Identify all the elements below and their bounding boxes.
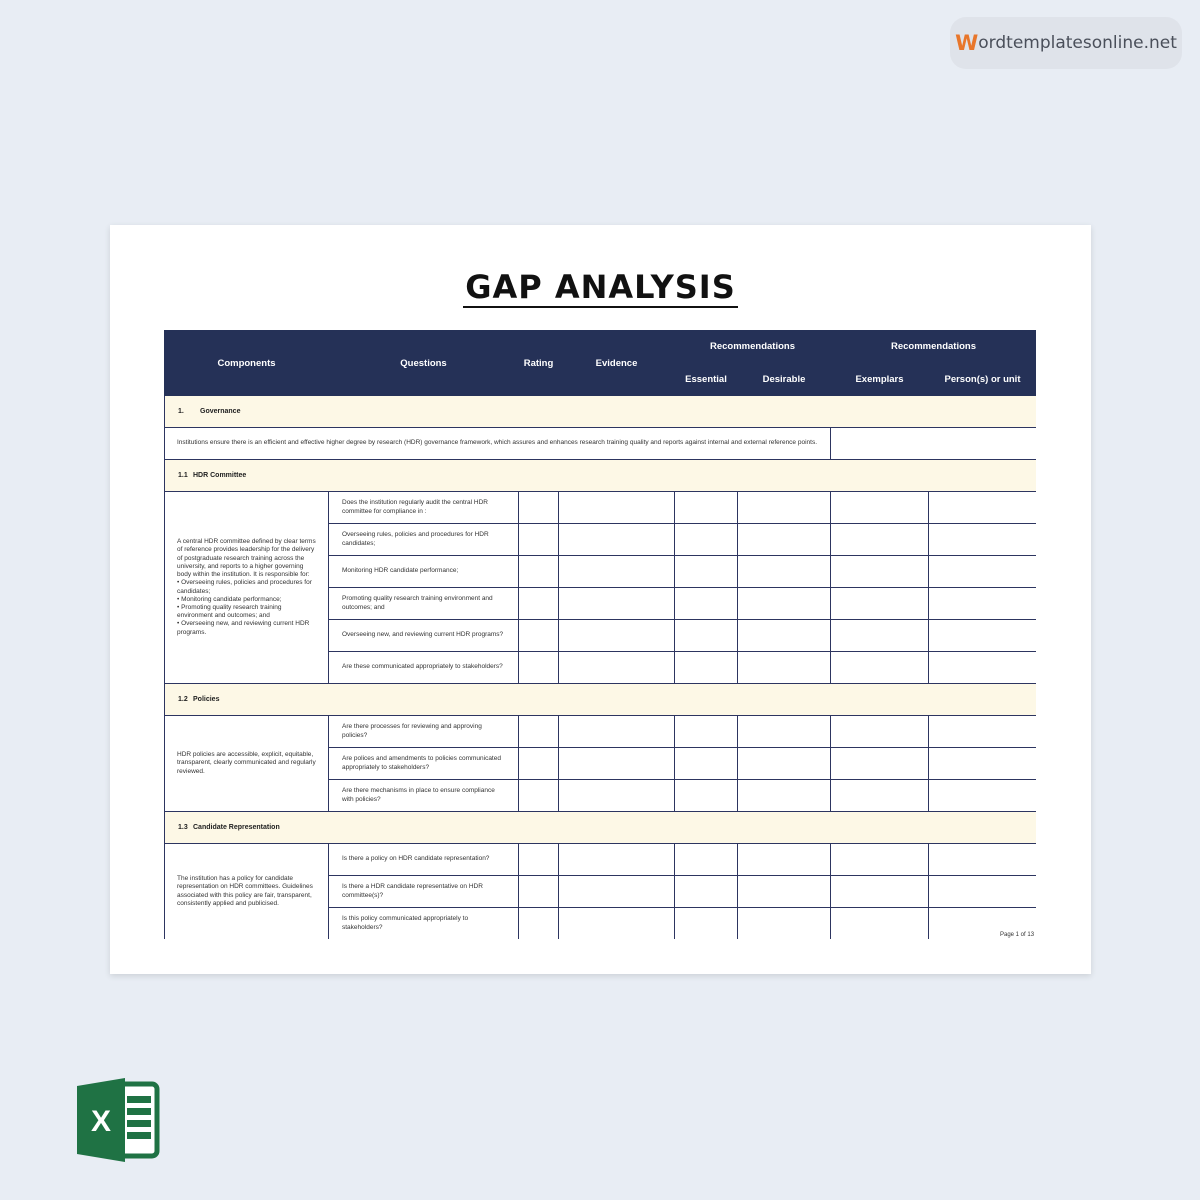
header-rating: Rating xyxy=(519,331,559,396)
governance-intro: Institutions ensure there is an efficient and effective higher degree by research (HDR) governance framework, which assures and enhances research training quality and reports against internal and external reference points. xyxy=(165,428,831,460)
section-row xyxy=(165,812,1037,844)
essential-cell[interactable] xyxy=(675,748,738,780)
rating-cell[interactable] xyxy=(519,844,559,876)
question-text: Is there a policy on HDR candidate representation? xyxy=(329,844,519,876)
persons-cell[interactable] xyxy=(929,620,1037,652)
evidence-cell[interactable] xyxy=(559,748,675,780)
desirable-cell[interactable] xyxy=(738,556,831,588)
evidence-cell[interactable] xyxy=(559,716,675,748)
rating-cell[interactable] xyxy=(519,780,559,812)
question-text: Are these communicated appropriately to stakeholders? xyxy=(329,652,519,684)
header-persons: Person(s) or unit xyxy=(929,363,1037,396)
exemplars-cell[interactable] xyxy=(831,780,929,812)
brand-logo-text: ordtemplatesonline.net xyxy=(978,33,1177,53)
exemplars-cell[interactable] xyxy=(831,556,929,588)
desirable-cell[interactable] xyxy=(738,524,831,556)
persons-cell[interactable] xyxy=(929,652,1037,684)
essential-cell[interactable] xyxy=(675,588,738,620)
section-number: 1. xyxy=(178,408,184,415)
evidence-cell[interactable] xyxy=(559,780,675,812)
header-exemplars: Exemplars xyxy=(831,363,929,396)
question-text: Are there processes for reviewing and approving policies? xyxy=(329,716,519,748)
essential-cell[interactable] xyxy=(675,876,738,908)
question-text: Promoting quality research training environment and outcomes; and xyxy=(329,588,519,620)
section-row xyxy=(165,460,1037,492)
section-row-governance xyxy=(165,396,1037,428)
rating-cell[interactable] xyxy=(519,876,559,908)
essential-cell[interactable] xyxy=(675,908,738,940)
essential-cell[interactable] xyxy=(675,844,738,876)
essential-cell[interactable] xyxy=(675,780,738,812)
section-title: HDR Committee xyxy=(193,472,247,479)
brand-logo[interactable] xyxy=(950,17,1182,69)
excel-icon xyxy=(75,1078,161,1162)
gap-analysis-sheet xyxy=(164,330,1036,939)
evidence-cell[interactable] xyxy=(559,556,675,588)
rating-cell[interactable] xyxy=(519,620,559,652)
rating-cell[interactable] xyxy=(519,716,559,748)
question-row xyxy=(165,844,1037,876)
essential-cell[interactable] xyxy=(675,524,738,556)
section-title: Policies xyxy=(193,696,220,703)
section-number: 1.2 xyxy=(178,696,188,703)
evidence-cell[interactable] xyxy=(559,908,675,940)
desirable-cell[interactable] xyxy=(738,876,831,908)
section-title: Governance xyxy=(200,408,241,415)
desirable-cell[interactable] xyxy=(738,844,831,876)
question-text: Are there mechanisms in place to ensure compliance with policies? xyxy=(329,780,519,812)
component-description: The institution has a policy for candidate representation on HDR committees. Guidelines associated with this policy are fair, transparent, consistently applied and publicised. xyxy=(165,844,329,940)
section-number: 1.1 xyxy=(178,472,188,479)
section-title: Candidate Representation xyxy=(193,824,280,831)
desirable-cell[interactable] xyxy=(738,492,831,524)
question-text: Monitoring HDR candidate performance; xyxy=(329,556,519,588)
rating-cell[interactable] xyxy=(519,748,559,780)
question-text: Overseeing new, and reviewing current HDR programs? xyxy=(329,620,519,652)
evidence-cell[interactable] xyxy=(559,844,675,876)
intro-row xyxy=(165,428,1037,460)
question-text: Does the institution regularly audit the central HDR committee for compliance in : xyxy=(329,492,519,524)
question-text: Is this policy communicated appropriately to stakeholders? xyxy=(329,908,519,940)
exemplars-cell[interactable] xyxy=(831,844,929,876)
essential-cell[interactable] xyxy=(675,716,738,748)
header-questions: Questions xyxy=(329,331,519,396)
essential-cell[interactable] xyxy=(675,492,738,524)
evidence-cell[interactable] xyxy=(559,652,675,684)
header-recommendations-2: Recommendations xyxy=(831,331,1037,363)
persons-cell[interactable] xyxy=(929,716,1037,748)
exemplars-cell[interactable] xyxy=(831,524,929,556)
section-number: 1.3 xyxy=(178,824,188,831)
rating-cell[interactable] xyxy=(519,652,559,684)
component-description: HDR policies are accessible, explicit, equitable, transparent, clearly communicated and regularly reviewed. xyxy=(165,716,329,812)
svg-text:X: X xyxy=(90,1105,112,1138)
question-text: Are polices and amendments to policies communicated appropriately to stakeholders? xyxy=(329,748,519,780)
question-row xyxy=(165,492,1037,524)
evidence-cell[interactable] xyxy=(559,588,675,620)
rating-cell[interactable] xyxy=(519,556,559,588)
exemplars-cell[interactable] xyxy=(831,652,929,684)
header-essential: Essential xyxy=(675,363,738,396)
persons-cell[interactable] xyxy=(929,556,1037,588)
header-recommendations-1: Recommendations xyxy=(675,331,831,363)
desirable-cell[interactable] xyxy=(738,908,831,940)
rating-cell[interactable] xyxy=(519,588,559,620)
section-row xyxy=(165,684,1037,716)
header-components: Components xyxy=(165,331,329,396)
persons-cell[interactable] xyxy=(929,780,1037,812)
exemplars-cell[interactable] xyxy=(831,620,929,652)
evidence-cell[interactable] xyxy=(559,876,675,908)
header-desirable: Desirable xyxy=(738,363,831,396)
question-text: Overseeing rules, policies and procedures for HDR candidates; xyxy=(329,524,519,556)
exemplars-cell[interactable] xyxy=(831,716,929,748)
exemplars-cell[interactable] xyxy=(831,908,929,940)
document-title: GAP ANALYSIS xyxy=(465,268,736,306)
component-description: A central HDR committee defined by clear terms of reference provides leadership for the delivery of postgraduate research training across the university, and reports to a higher governing body within the institution. It is responsible for: • Overseeing rules, policies and procedures for candidates; • Monitoring candidate performance; • Promoting quality research training environment and outcomes; and • Overseeing new, and reviewing current HDR programs. xyxy=(165,492,329,684)
brand-logo-letter: W xyxy=(955,31,979,55)
persons-cell[interactable] xyxy=(929,876,1037,908)
exemplars-cell[interactable] xyxy=(831,876,929,908)
persons-cell[interactable] xyxy=(929,748,1037,780)
essential-cell[interactable] xyxy=(675,652,738,684)
page-number: Page 1 of 13 xyxy=(1000,932,1035,938)
persons-cell[interactable] xyxy=(929,524,1037,556)
essential-cell[interactable] xyxy=(675,620,738,652)
desirable-cell[interactable] xyxy=(738,780,831,812)
desirable-cell[interactable] xyxy=(738,716,831,748)
question-text: Is there a HDR candidate representative on HDR committee(s)? xyxy=(329,876,519,908)
evidence-cell[interactable] xyxy=(559,524,675,556)
rating-cell[interactable] xyxy=(519,524,559,556)
desirable-cell[interactable] xyxy=(738,652,831,684)
exemplars-cell[interactable] xyxy=(831,588,929,620)
desirable-cell[interactable] xyxy=(738,748,831,780)
question-row xyxy=(165,716,1037,748)
persons-cell[interactable] xyxy=(929,492,1037,524)
desirable-cell[interactable] xyxy=(738,620,831,652)
document-preview xyxy=(110,225,1091,974)
rating-cell[interactable] xyxy=(519,908,559,940)
header-evidence: Evidence xyxy=(559,331,675,396)
exemplars-cell[interactable] xyxy=(831,492,929,524)
desirable-cell[interactable] xyxy=(738,588,831,620)
table-cell[interactable] xyxy=(831,428,1037,460)
essential-cell[interactable] xyxy=(675,556,738,588)
evidence-cell[interactable] xyxy=(559,620,675,652)
rating-cell[interactable] xyxy=(519,492,559,524)
persons-cell[interactable] xyxy=(929,588,1037,620)
gap-analysis-table xyxy=(164,330,1036,939)
exemplars-cell[interactable] xyxy=(831,748,929,780)
persons-cell[interactable] xyxy=(929,844,1037,876)
evidence-cell[interactable] xyxy=(559,492,675,524)
